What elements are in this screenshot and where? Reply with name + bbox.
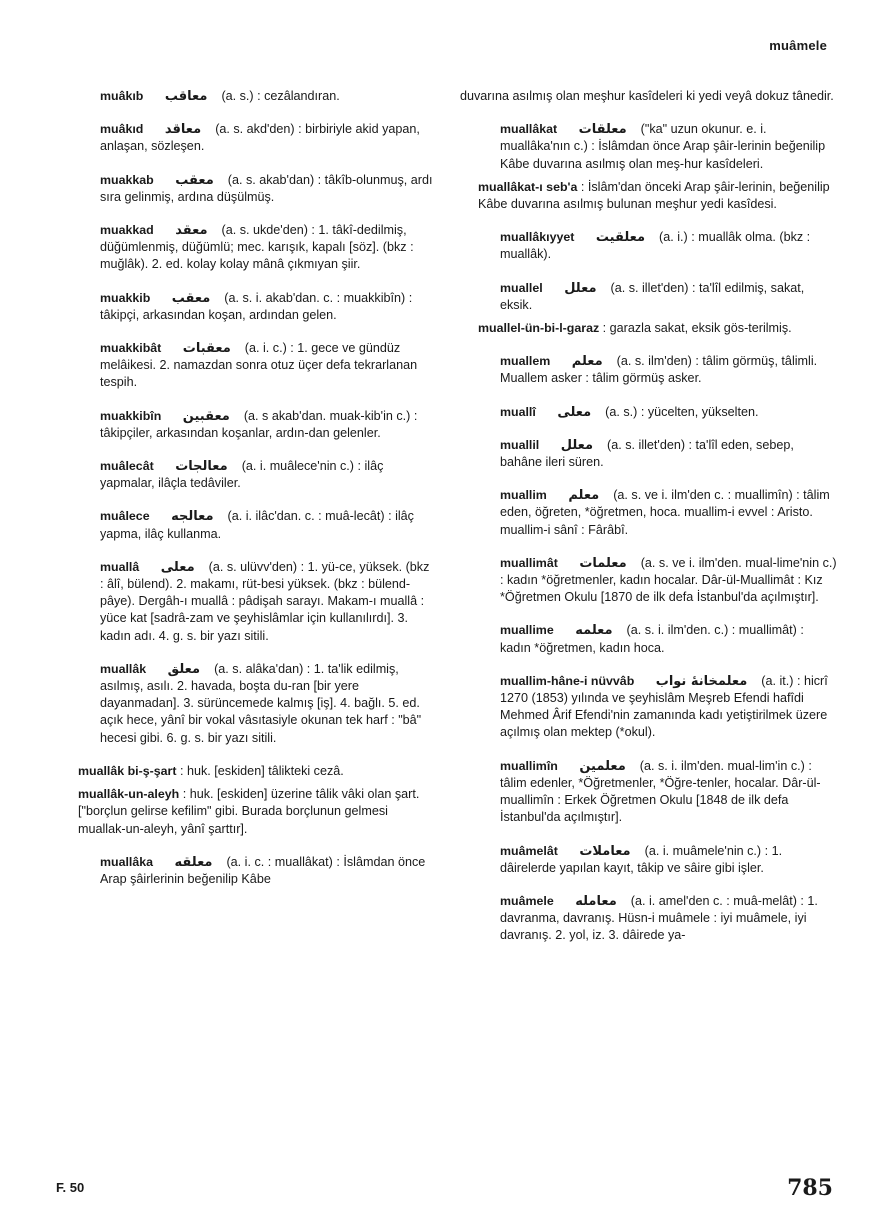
- entry-headword: muallâk bi-ş-şart: [78, 763, 177, 778]
- entry-arabic-script: معلل: [564, 280, 597, 296]
- dictionary-entry: [60, 559, 436, 645]
- entry-arabic-script: معلل: [560, 437, 594, 453]
- entry-definition: (a. s. i. ilm'den. mual-lim'in c.) : tâlim edenler, *Öğretmenler, *Öğre-tenler, hocalar. Dâr-ül-muallimîn : Erkek Öğretmen Okulu [1848 de ilk defa İstanbul'da açılmıştır].: [500, 758, 821, 825]
- entry-definition: (a. s. akab'dan) : tâkîb-olunmuş, ardı sıra gelinmiş, ardına düşülmüş.: [100, 172, 433, 204]
- entry-arabic-script: معقبات: [182, 341, 231, 357]
- entry-arabic-script: معلم: [568, 488, 600, 504]
- entry-headword: muallel-ün-bi-l-garaz: [478, 321, 600, 336]
- dictionary-entry: [460, 320, 838, 337]
- entry-definition: (a. i. muâlece'nin c.) : ilâç yapmalar, ilâçla tedâviler.: [100, 459, 384, 491]
- entry-arabic-script: معلى: [557, 404, 592, 420]
- entry-headword: muâmelât: [500, 843, 558, 858]
- entry-headword: muallâkat-ı seb'a: [478, 179, 578, 194]
- dictionary-entry: [460, 843, 838, 877]
- entry-headword: muakkad: [100, 223, 154, 238]
- dictionary-entry: [60, 854, 436, 888]
- entry-definition: (a. s. ilm'den) : tâlim görmüş, tâlimli. Muallem asker : tâlim görmüş asker.: [500, 354, 818, 386]
- entry-definition: (a. s. i. akab'dan. c. : muakkibîn) : tâkipçi, arkasından koşan, ardından gelen.: [100, 290, 413, 322]
- right-column: [460, 88, 838, 961]
- entry-definition: (a. s. illet'den) : ta'lîl edilmiş, sakat, eksik.: [500, 280, 805, 312]
- entry-definition: (a. s. i. ilm'den. c.) : muallimât) : kadın *öğretmen, kadın hoca.: [500, 623, 804, 655]
- entry-headword: muallimât: [500, 555, 558, 570]
- entry-definition: (a. s. alâka'dan) : 1. ta'lik edilmiş, asılmış, asılı. 2. havada, boşta du-ran [bir yere dayanmadan]. 3. sürüncemede kalmış [iş]. 4. bağlı. 5. ed. açık hece, yânî bir vokal vâsıtasiyle okunan tek harf : "bâ" hecesi gibi. 6. g. s. bir yazı sitili.: [100, 661, 422, 745]
- entry-headword: muallâkıyyet: [500, 230, 575, 245]
- entry-definition: ("ka" uzun okunur. e. i. muallâka'nın c.) : İslâmdan önce Arap şâir-lerinin beğenilip Kâbe duvarına asılmış olan meş-hur kasîdeleri.: [500, 122, 826, 171]
- dictionary-entry: [460, 758, 838, 827]
- entry-arabic-script: معقبين: [182, 408, 230, 424]
- entry-definition: : huk. [eskiden] tâlikteki cezâ.: [179, 763, 344, 778]
- entry-definition: (a. i. muâmele'nin c.) : 1. dâirelerde yapılan kayıt, tâkip ve sâire gibi işler.: [500, 843, 783, 875]
- entry-headword: muâlece: [100, 509, 150, 524]
- entry-definition: (a. i. amel'den c. : muâ-melât) : 1. davranma, davranış. Hüsn-i muâmele : iyi muâmele, iyi davranış. 2. yol, iz. 3. dâirede ya-: [500, 893, 818, 943]
- entry-definition: duvarına asılmış olan meşhur kasîdeleri ki yedi veyâ dokuz tânedir.: [460, 89, 834, 103]
- entry-arabic-script: معلقه: [174, 854, 213, 870]
- dictionary-entry: [460, 437, 838, 471]
- entry-headword: muakkib: [100, 290, 151, 305]
- entry-arabic-script: معقب: [171, 290, 211, 306]
- entry-headword: muakkibîn: [100, 408, 162, 423]
- entry-definition: (a. s. ve i. ilm'den c. : muallimîn) : tâlim eden, öğreten, *öğretmen, hoca. muallim-i evvel : Aristo. muallim-i sânî : Fârâbî.: [500, 488, 830, 537]
- entry-headword: muallâk: [100, 661, 147, 676]
- running-head: muâmele: [769, 38, 827, 53]
- left-column: [60, 88, 436, 904]
- dictionary-entry: [60, 786, 436, 838]
- entry-headword: muallâka: [100, 854, 154, 869]
- entry-headword: muallil: [500, 437, 540, 452]
- dictionary-entry: [460, 88, 838, 105]
- dictionary-entry: [60, 88, 436, 105]
- entry-headword: muâlecât: [100, 459, 154, 474]
- entry-definition: (a. s. akd'den) : birbiriyle akid yapan, anlaşan, sözleşen.: [100, 122, 420, 154]
- dictionary-entry: [60, 508, 436, 542]
- entry-arabic-script: معاملات: [579, 843, 631, 859]
- dictionary-entry: [460, 622, 838, 656]
- dictionary-entry: [60, 408, 436, 442]
- dictionary-entry: [460, 487, 838, 539]
- entry-headword: muallâk-un-aleyh: [78, 787, 180, 802]
- dictionary-entry: [60, 222, 436, 274]
- page-number: 785: [787, 1175, 833, 1201]
- entry-headword: muakkab: [100, 172, 154, 187]
- entry-headword: muallime: [500, 623, 554, 638]
- entry-arabic-script: معلى: [160, 559, 195, 575]
- dictionary-entry: [460, 280, 838, 314]
- dictionary-entry: [60, 290, 436, 324]
- entry-definition: (a. i. ilâc'dan. c. : muâ-lecât) : ilâç yapma, ilâç kullanma.: [100, 509, 414, 541]
- entry-arabic-script: معقد: [175, 223, 208, 239]
- entry-definition: (a. s akab'dan. muak-kib'in c.) : tâkipçiler, arkasından koşanlar, ardın-dan gelenler.: [100, 408, 418, 440]
- entry-headword: muallî: [500, 404, 536, 419]
- entry-headword: muâmele: [500, 893, 554, 908]
- entry-arabic-script: معامله: [575, 893, 617, 909]
- entry-definition: (a. s. ve i. ilm'den. mual-lime'nin c.) : kadın *öğretmenler, kadın hocalar. Dâr-ül-Muallimât : Kız *Öğretmen Okulu [1870 de ilk defa İstanbul'da açılmıştır].: [500, 555, 837, 605]
- entry-headword: muallimîn: [500, 758, 558, 773]
- entry-headword: muallem: [500, 354, 551, 369]
- entry-definition: : garazla sakat, eksik gös-terilmiş.: [602, 321, 792, 336]
- entry-definition: (a. s.) : yücelten, yükselten.: [605, 404, 759, 419]
- entry-arabic-script: معالجات: [175, 459, 228, 475]
- dictionary-entry: [60, 121, 436, 155]
- entry-arabic-script: معلمه: [575, 623, 613, 639]
- entry-arabic-script: معلق: [167, 661, 201, 677]
- entry-arabic-script: معاقب: [164, 89, 208, 104]
- entry-headword: muâkıd: [100, 122, 144, 137]
- entry-definition: : huk. [eskiden] üzerine tâlik vâki olan şart. ["borçlun gelirse kefilim" gibi. Burada borçlunun gelmesi muallak-un-aleyh, yânî şarttır].: [78, 787, 420, 836]
- dictionary-entry: [460, 673, 838, 742]
- entry-definition: (a. s. ulüvv'den) : 1. yü-ce, yüksek. (bkz : âlî, bülend). 2. makamı, rüt-besi yüksek. (bkz : bülend-pâye). Dergâh-ı muallâ : pâdişah sarayı. Makam-ı muallâ : yüce kat [sadrâ-zam ve şeyhislâmlar için kullanılırdı]. 3. kadın adı. 4. g. s. bir yazı sitili.: [100, 559, 430, 643]
- entry-headword: muallâkat: [500, 122, 558, 137]
- entry-arabic-script: معلمخانۀ نواب: [655, 673, 748, 689]
- entry-headword: muallâ: [100, 559, 140, 574]
- entry-definition: : İslâm'dan önceki Arap şâir-lerinin, beğenilip Kâbe duvarına asılmış bulunan meşhur yedi kasîdesi.: [478, 179, 830, 212]
- dictionary-entry: [460, 179, 838, 213]
- dictionary-entry: [460, 121, 838, 173]
- dictionary-entry: [460, 555, 838, 607]
- entry-headword: muâkıb: [100, 89, 144, 103]
- entry-arabic-script: معلمات: [579, 555, 627, 571]
- entry-definition: (a. s.) : cezâlandıran.: [221, 89, 340, 103]
- entry-arabic-script: معلم: [571, 354, 603, 370]
- entry-headword: muakkibât: [100, 341, 162, 356]
- dictionary-entry: [60, 458, 436, 492]
- entry-definition: (a. i. c.) : 1. gece ve gündüz melâikesi. 2. namazdan sonra otuz üçer defa tekrarlanan tespih.: [100, 341, 418, 390]
- entry-arabic-script: معلقات: [578, 122, 627, 138]
- entry-arabic-script: معالجه: [171, 509, 214, 525]
- dictionary-entry: [460, 404, 838, 421]
- entry-arabic-script: معقب: [175, 172, 214, 188]
- entry-headword: muallel: [500, 280, 543, 295]
- dictionary-entry: [60, 661, 436, 747]
- entry-definition: (a. s. illet'den) : ta'lîl eden, sebep, bahâne ileri süren.: [500, 437, 794, 470]
- entry-headword: muallim: [500, 488, 547, 503]
- entry-arabic-script: معلمين: [579, 758, 626, 774]
- dictionary-entry: [60, 340, 436, 392]
- entry-definition: (a. i.) : muallâk olma. (bkz : muallâk).: [500, 230, 811, 262]
- entry-definition: (a. s. ukde'den) : 1. tâkî-dedilmiş, düğümlenmiş, düğümlü; mec. karışık, kapalı [söz]. (bkz : muğlâk). 2. ed. kolay kolay mânâ çıkmıyan şiir.: [100, 223, 414, 272]
- entry-definition: (a. it.) : hicrî 1270 (1853) yılında ve şeyhislâm Meşreb Efendi hafîdi Mehmed Ârif Efendi'nin zamanında kadı yetiştirilmek üzere açılmış olan mektep (*okul).: [500, 673, 828, 740]
- entry-definition: (a. i. c. : muallâkat) : İslâmdan önce Arap şâirlerinin beğenilip Kâbe: [100, 854, 426, 886]
- entry-arabic-script: معاقد: [164, 122, 202, 138]
- dictionary-entry: [60, 172, 436, 206]
- entry-arabic-script: معلقيت: [595, 230, 646, 246]
- dictionary-entry: [460, 353, 838, 387]
- dictionary-entry: [460, 229, 838, 263]
- entry-headword: muallim-hâne-i nüvvâb: [500, 673, 635, 688]
- dictionary-entry: [460, 893, 838, 945]
- signature-mark: F. 50: [56, 1180, 85, 1195]
- dictionary-entry: [60, 763, 436, 780]
